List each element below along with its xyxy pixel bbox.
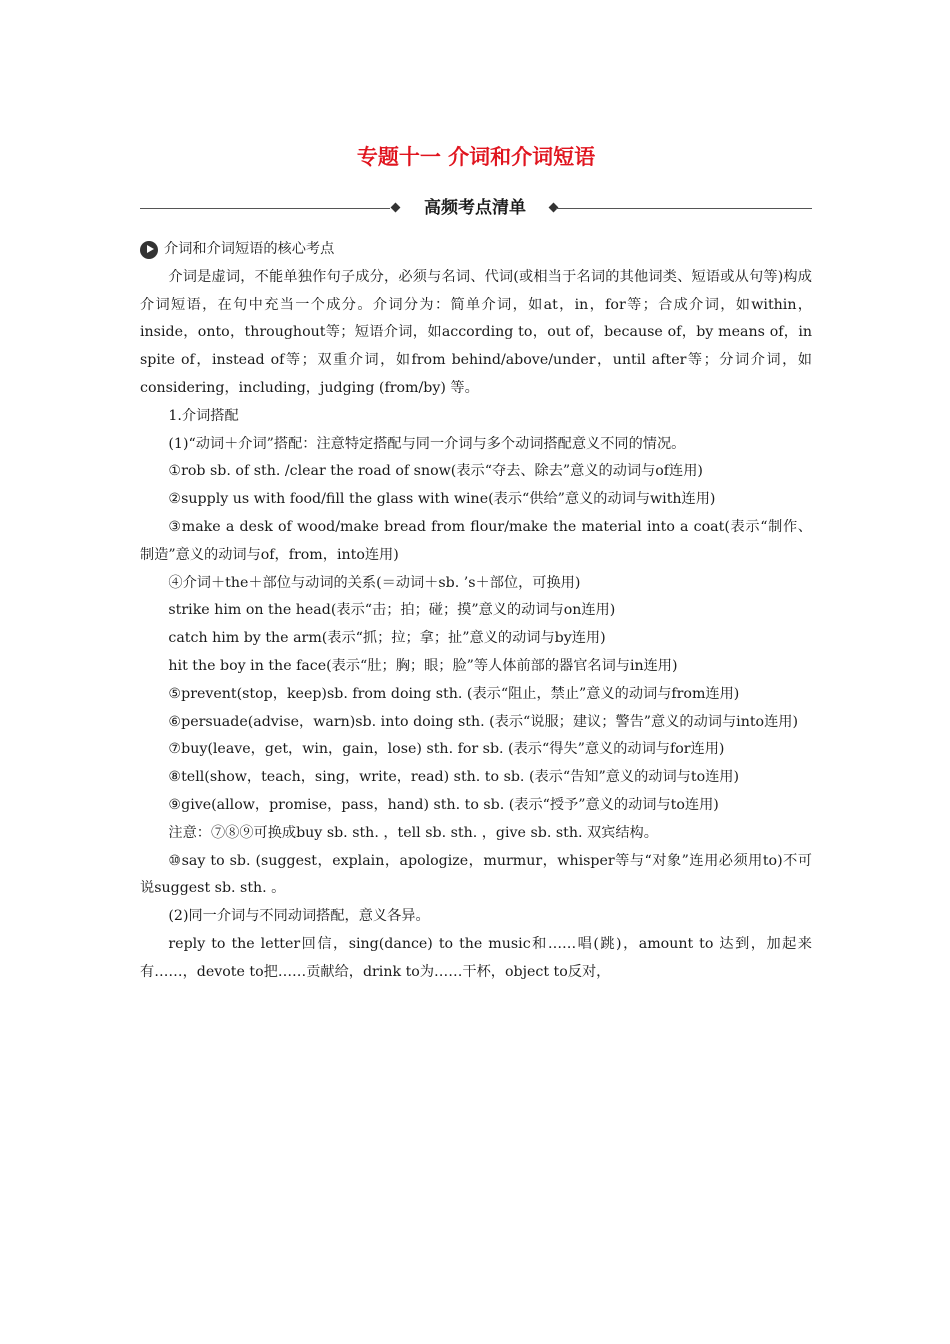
paragraph: 注意：⑦⑧⑨可换成buy sb. sth. ，tell sb. sth. ，give sb. sth. 双宾结构。 [168,824,658,841]
play-icon [140,241,158,259]
paragraph: ②supply us with food/fill the glass with wine(表示“供给”意义的动词与with连用) [168,491,716,508]
paragraph: ⑩say to sb. (suggest，explain，apologize，murmur，whisper等与“对象”连用必须用to)不可说suggest sb. sth. 。 [140,852,812,897]
paragraph: ⑧tell(show，teach，sing，write，read) sth. to sb. (表示“告知”意义的动词与to连用) [168,769,740,786]
paragraph: hit the boy in the face(表示“肚；胸；眼；脸”等人体前部的器官名词与in连用) [168,657,678,674]
paragraph: ④介词＋the＋部位与动词的关系(＝动词＋sb. ’s＋部位，可换用) [168,574,581,591]
paragraph: catch him by the arm(表示“抓；拉；拿；扯”意义的动词与by连用) [168,630,606,647]
page-title: 专题十一 介词和介词短语 [356,145,596,169]
diamond-icon [391,203,401,213]
document-body [140,236,812,987]
paragraph: reply to the letter回信，sing(dance) to the music和……唱(跳)，amount to 达到，加起来有……，devote to把……贡献给，drink to为……干杯，object to反对， [140,935,812,980]
paragraph: (2)同一介词与不同动词搭配，意义各异。 [168,908,430,925]
paragraph: ⑥persuade(advise，warn)sb. into doing sth. (表示“说服；建议；警告”意义的动词与into连用) [168,713,798,730]
section-heading [140,236,812,264]
banner-divider-right [556,208,812,209]
document-page [140,140,812,987]
paragraph: ③make a desk of wood/make bread from flour/make the material into a coat(表示“制作、制造”意义的动词与of，from，into连用) [140,518,812,563]
paragraph: strike him on the head(表示“击；拍；碰；摸”意义的动词与on连用) [168,602,616,619]
paragraph: ⑨give(allow，promise，pass，hand) sth. to sb. (表示“授予”意义的动词与to连用) [168,796,719,813]
banner-divider-left [140,208,390,209]
paragraph: ⑤prevent(stop，keep)sb. from doing sth. (表示“阻止，禁止”意义的动词与from连用) [168,685,740,702]
section-banner [140,192,812,228]
paragraph: 1.介词搭配 [168,407,239,424]
paragraph-intro: 介词是虚词，不能单独作句子成分，必须与名词、代词(或相当于名词的其他词类、短语或从句等)构成介词短语，在句中充当一个成分。介词分为：简单介词，如at，in，for等；合成介词，如within，inside，onto，throughout等；短语介词，如according to，out of，because of，by means of，in spite of，instead of等；双重介词，如from behind/above/under，until after等；分词介词，如considering，including，judging (from/by) 等。 [140,268,812,396]
section-heading-text: 介词和介词短语的核心考点 [164,241,335,257]
paragraph: ①rob sb. of sth. /clear the road of snow(表示“夺去、除去”意义的动词与of连用) [168,463,703,480]
paragraph: ⑦buy(leave，get，win，gain，lose) sth. for sb. (表示“得失”意义的动词与for连用) [168,741,725,758]
paragraph: (1)“动词＋介词”搭配：注意特定搭配与同一介词与多个动词搭配意义不同的情况。 [168,435,686,452]
banner-label: 高频考点清单 [424,198,526,218]
